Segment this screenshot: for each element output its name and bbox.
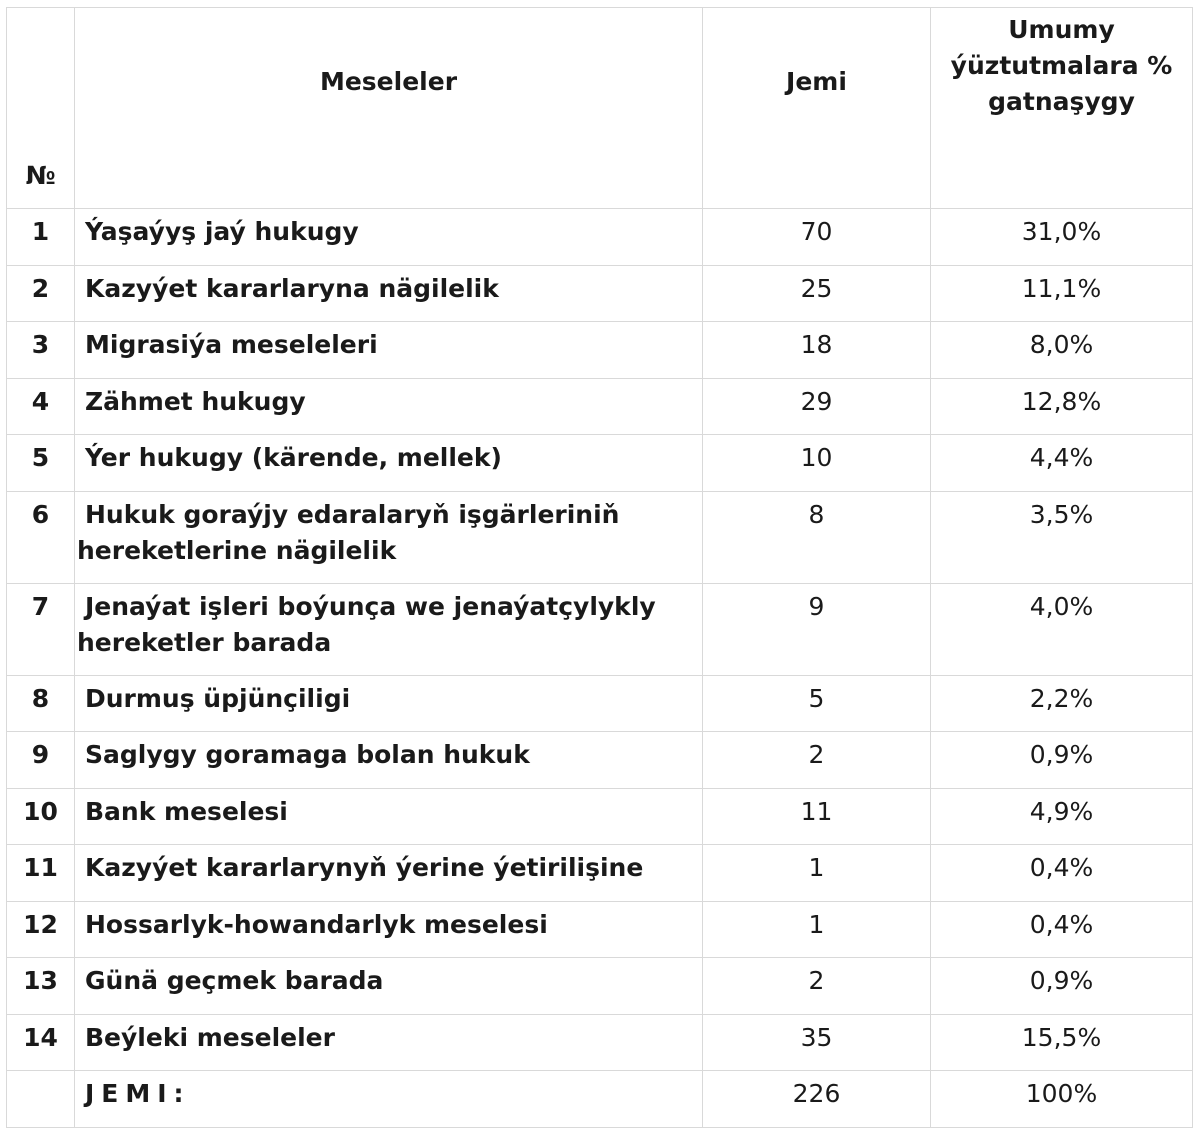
table-row	[7, 435, 1193, 492]
row-issue: Kazyýet kararlarynyň ýerine ýetirilişine	[75, 845, 703, 902]
table-row	[7, 845, 1193, 902]
table-row	[7, 1014, 1193, 1071]
row-number: 8	[7, 675, 75, 732]
row-percent: 0,4%	[931, 845, 1193, 902]
total-sum: 226	[703, 1071, 931, 1128]
header-row	[7, 8, 1193, 209]
row-percent: 0,4%	[931, 901, 1193, 958]
row-percent: 12,8%	[931, 378, 1193, 435]
row-total: 10	[703, 435, 931, 492]
row-total: 1	[703, 845, 931, 902]
row-number: 5	[7, 435, 75, 492]
row-issue: Zähmet hukugy	[75, 378, 703, 435]
row-number: 2	[7, 265, 75, 322]
row-issue: Saglygy goramaga bolan hukuk	[75, 732, 703, 789]
row-issue: Günä geçmek barada	[75, 958, 703, 1015]
row-total: 8	[703, 491, 931, 583]
row-issue: Hossarlyk-howandarlyk meselesi	[75, 901, 703, 958]
row-percent: 0,9%	[931, 958, 1193, 1015]
row-total: 2	[703, 958, 931, 1015]
row-percent: 15,5%	[931, 1014, 1193, 1071]
total-percent: 100%	[931, 1071, 1193, 1128]
row-total: 35	[703, 1014, 931, 1071]
table-row	[7, 788, 1193, 845]
row-total: 70	[703, 209, 931, 266]
header-issues: Meseleler	[75, 8, 703, 209]
total-number-cell	[7, 1071, 75, 1128]
row-percent: 2,2%	[931, 675, 1193, 732]
row-issue: Durmuş üpjünçiligi	[75, 675, 703, 732]
row-number: 7	[7, 583, 75, 675]
row-percent: 8,0%	[931, 322, 1193, 379]
row-total: 25	[703, 265, 931, 322]
row-issue: Jenaýat işleri boýunça we jenaýatçylykly hereketler barada	[75, 583, 703, 675]
row-issue: Migrasiýa meseleleri	[75, 322, 703, 379]
row-number: 3	[7, 322, 75, 379]
row-number: 9	[7, 732, 75, 789]
row-number: 13	[7, 958, 75, 1015]
row-percent: 31,0%	[931, 209, 1193, 266]
table-row	[7, 209, 1193, 266]
row-total: 5	[703, 675, 931, 732]
table-row	[7, 958, 1193, 1015]
row-percent: 11,1%	[931, 265, 1193, 322]
row-percent: 4,4%	[931, 435, 1193, 492]
total-label: JEMI:	[75, 1071, 703, 1128]
row-total: 29	[703, 378, 931, 435]
row-percent: 3,5%	[931, 491, 1193, 583]
row-total: 1	[703, 901, 931, 958]
header-percent: Umumy ýüztutmalara % gatnaşygy	[931, 8, 1193, 209]
row-issue: Hukuk goraýjy edaralaryň işgärleriniň hereketlerine nägilelik	[75, 491, 703, 583]
row-total: 18	[703, 322, 931, 379]
table-row	[7, 378, 1193, 435]
row-number: 6	[7, 491, 75, 583]
row-total: 2	[703, 732, 931, 789]
row-number: 10	[7, 788, 75, 845]
row-number: 1	[7, 209, 75, 266]
row-percent: 0,9%	[931, 732, 1193, 789]
row-issue: Beýleki meseleler	[75, 1014, 703, 1071]
table-row	[7, 732, 1193, 789]
table-row	[7, 265, 1193, 322]
issues-table	[6, 7, 1193, 1128]
row-percent: 4,9%	[931, 788, 1193, 845]
row-number: 12	[7, 901, 75, 958]
row-issue: Ýaşaýyş jaý hukugy	[75, 209, 703, 266]
total-row	[7, 1071, 1193, 1128]
header-number: №	[7, 8, 75, 209]
row-total: 11	[703, 788, 931, 845]
row-issue: Ýer hukugy (kärende, mellek)	[75, 435, 703, 492]
table-row	[7, 675, 1193, 732]
table-row	[7, 583, 1193, 675]
table-row	[7, 491, 1193, 583]
header-total: Jemi	[703, 8, 931, 209]
row-number: 11	[7, 845, 75, 902]
row-issue: Kazyýet kararlaryna nägilelik	[75, 265, 703, 322]
row-number: 14	[7, 1014, 75, 1071]
row-number: 4	[7, 378, 75, 435]
row-total: 9	[703, 583, 931, 675]
row-issue: Bank meselesi	[75, 788, 703, 845]
table-row	[7, 901, 1193, 958]
table-row	[7, 322, 1193, 379]
row-percent: 4,0%	[931, 583, 1193, 675]
